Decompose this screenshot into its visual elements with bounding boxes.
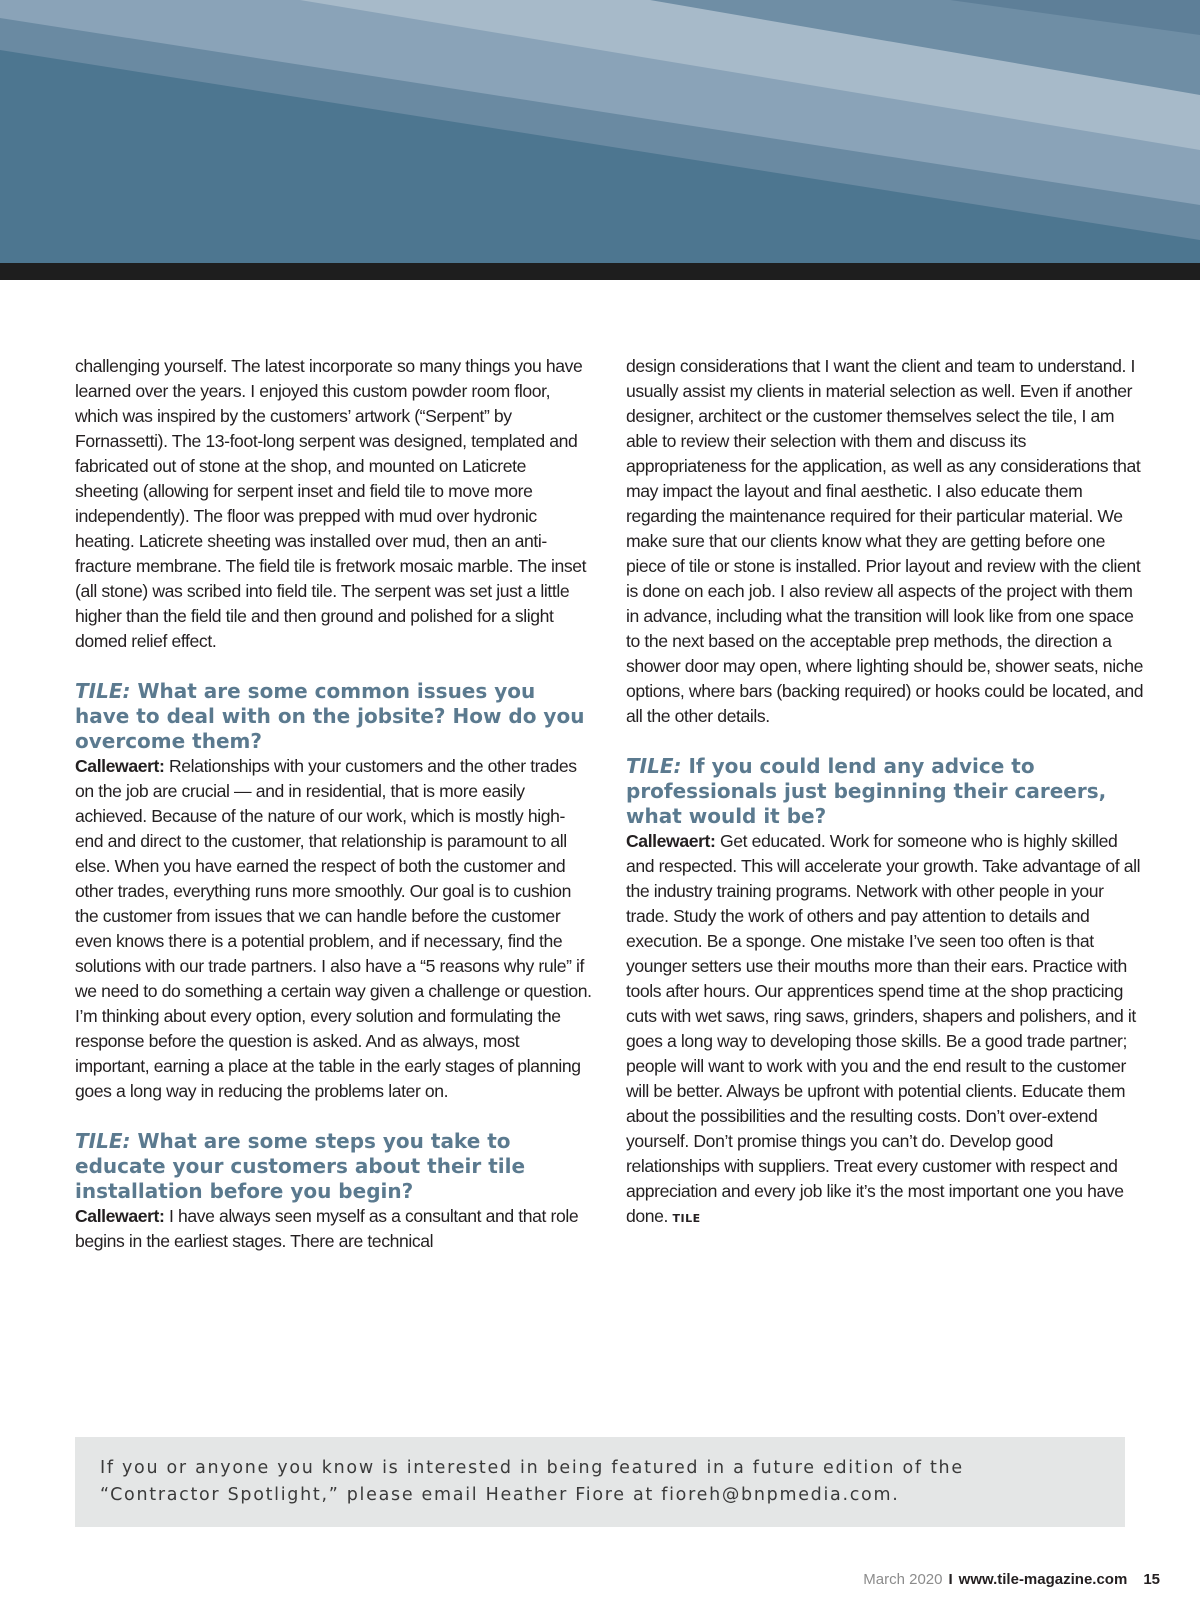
speaker-name: Callewaert: (75, 1206, 165, 1226)
intro-paragraph: challenging yourself. The latest incorporate so many things you have learned over the years. I enjoyed this custom powder room floor, which was inspired by the customers’ artwork (“Serpent” by Fornassetti). The 13-foot-long serpent was designed, templated and fabricated out of stone at the shop, and mounted on Laticrete sheeting (allowing for serpent inset and field tile to move more independently). The floor was prepped with mud over hydronic heating. Laticrete sheeting was installed over mud, then an anti-fracture membrane. The field tile is fretwork mosaic marble. The inset (all stone) was scribed into field tile. The serpent was set just a little higher than the field tile and then ground and polished for a slight domed relief effect. (75, 356, 587, 651)
answer-text: I have always seen myself as a consultant and that role begins in the earliest stages. There are technical (75, 1206, 579, 1251)
answer-text: Get educated. Work for someone who is highly skilled and respected. This will accelerate your growth. Take advantage of all the industry training programs. Network with other people in your trade. Study the work of others and pay attention to details and execution. Be a sponge. One mistake I’ve seen too often is that younger setters use their mouths more than their ears. Practice with tools after hours. Our apprentices spend time at the shop practicing cuts with wet saws, ring saws, grinders, shapers and polishers, and it goes a long way to developing those skills. Be a good trade partner; people will want to work with you and the end result to the customer will be better. Always be upfront with potential clients. Educate them about the possibilities and the resulting costs. Don’t over-extend yourself. Don’t promise things you can’t do. Develop good relationships with suppliers. Treat every customer with respect and appreciation and every job like it’s the most important one you have done. (626, 831, 1141, 1226)
speaker-name: Callewaert: (75, 756, 165, 776)
question-tag: TILE: (626, 754, 682, 778)
continued-paragraph: design considerations that I want the client and team to understand. I usually assist my clients in material selection as well. Even if another designer, architect or the customer themselves select the tile, I am able to review their selection with them and discuss its appropriateness for the application, as well as any considerations that may impact the layout and final aesthetic. I also educate them regarding the maintenance required for their particular material. We make sure that our clients know what they are getting before one piece of tile or stone is installed. Prior layout and review with the client is done on each job. I also review all aspects of the project with them in advance, including what the transition will look like from one space to the next based on the acceptable prep methods, the direction a shower door may open, where lighting should be, shower seats, niche options, where bars (backing required) or hooks could be located, and all the other details. (626, 356, 1144, 726)
banner-dark-rule (0, 263, 1200, 280)
question-tag: TILE: (75, 679, 131, 703)
question-heading (75, 1129, 593, 1204)
question-heading (626, 754, 1144, 829)
callout-line-2: “Contractor Spotlight,” please email Heather Fiore at fioreh@bnpmedia.com. (100, 1485, 900, 1505)
page-number: 15 (1143, 1571, 1160, 1588)
left-column (75, 354, 593, 1254)
answer-paragraph (626, 829, 1144, 1231)
answer-paragraph (75, 754, 593, 1104)
contact-callout-box (75, 1437, 1125, 1527)
question-text: What are some common issues you have to deal with on the jobsite? How do you overcome them? (75, 679, 585, 753)
right-column (626, 354, 1144, 1231)
answer-text: Relationships with your customers and the other trades on the job are crucial — and in residential, that is more easily achieved. Because of the nature of our work, which is mostly high-end and direct to the customer, that relationship is paramount to all else. When you have earned the respect of both the customer and other trades, everything runs more smoothly. Our goal is to cushion the customer from issues that we can handle before the customer even knows there is a potential problem, and if necessary, find the solutions with our trade partners. I also have a “5 reasons why rule” if we need to do something a certain way given a challenge or question. I’m thinking about every option, every solution and formulating the response before the question is asked. And as always, most important, earning a place at the table in the early stages of planning goes a long way in reducing the problems later on. (75, 756, 592, 1101)
header-banner-graphic (0, 0, 1200, 280)
answer-paragraph (75, 1204, 593, 1254)
question-heading (75, 679, 593, 754)
issue-date: March 2020 (863, 1571, 943, 1588)
speaker-name: Callewaert: (626, 831, 716, 851)
page-footer (863, 1571, 1160, 1588)
question-text: What are some steps you take to educate your customers about their tile installation before you begin? (75, 1129, 526, 1203)
end-of-article-mark: TILE (672, 1212, 701, 1225)
footer-separator: I (948, 1571, 953, 1588)
callout-line-1: If you or anyone you know is interested in being featured in a future edition of the (100, 1458, 964, 1478)
website-link[interactable]: www.tile-magazine.com (958, 1571, 1128, 1588)
question-tag: TILE: (75, 1129, 131, 1153)
question-text: If you could lend any advice to professionals just beginning their careers, what would it be? (626, 754, 1107, 828)
